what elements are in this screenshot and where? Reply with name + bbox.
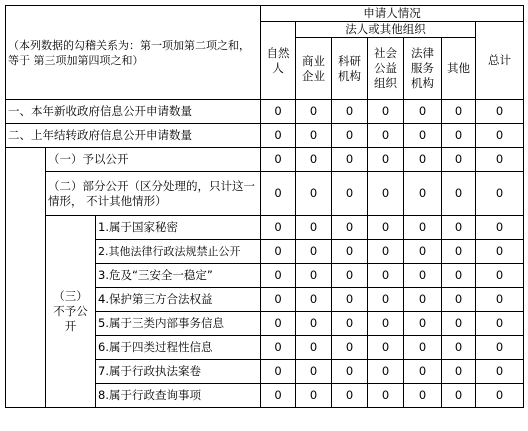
cell-value: 0: [296, 148, 332, 172]
cell-value: 0: [296, 384, 332, 408]
cell-value: 0: [296, 100, 332, 124]
col-legal-service: 法律服务机构: [404, 38, 442, 100]
cell-value: 0: [476, 148, 524, 172]
header-row-1: [6, 6, 524, 22]
cell-value: 0: [442, 384, 476, 408]
cell-value: 0: [476, 336, 524, 360]
row-label: 2.其他法律行政法规禁止公开: [96, 240, 261, 264]
cell-value: 0: [296, 240, 332, 264]
cell-value: 0: [404, 172, 442, 216]
cell-value: 0: [368, 124, 404, 148]
cell-value: 0: [404, 288, 442, 312]
cell-value: 0: [261, 384, 296, 408]
row-label: 4.保护第三方合法权益: [96, 288, 261, 312]
cell-value: 0: [261, 100, 296, 124]
cell-value: 0: [476, 312, 524, 336]
cell-value: 0: [332, 148, 368, 172]
cell-value: 0: [332, 360, 368, 384]
info-disclosure-table: [5, 5, 524, 408]
cell-value: 0: [442, 264, 476, 288]
row-label: （一）予以公开: [46, 148, 261, 172]
cell-value: 0: [368, 288, 404, 312]
cell-value: 0: [296, 336, 332, 360]
cell-value: 0: [261, 172, 296, 216]
relationship-note: （本列数据的勾稽关系为：第一项加第二项之和，等于 第三项加第四项之和）: [6, 6, 261, 100]
cell-value: 0: [296, 264, 332, 288]
cell-value: 0: [332, 264, 368, 288]
cell-value: 0: [442, 288, 476, 312]
cell-value: 0: [476, 288, 524, 312]
cell-value: 0: [442, 148, 476, 172]
indent-cell: [6, 148, 46, 408]
cell-value: 0: [332, 336, 368, 360]
cell-value: 0: [332, 384, 368, 408]
cell-value: 0: [476, 384, 524, 408]
row-label: 3.危及“三安全一稳定”: [96, 264, 261, 288]
cell-value: 0: [261, 264, 296, 288]
cell-value: 0: [404, 312, 442, 336]
col-research: 科研机构: [332, 38, 368, 100]
cell-value: 0: [332, 100, 368, 124]
cell-value: 0: [404, 240, 442, 264]
cell-value: 0: [368, 384, 404, 408]
cell-value: 0: [442, 216, 476, 240]
table-row: [6, 216, 524, 240]
cell-value: 0: [442, 172, 476, 216]
cell-value: 0: [476, 216, 524, 240]
cell-value: 0: [442, 240, 476, 264]
col-other: 其他: [442, 38, 476, 100]
cell-value: 0: [261, 336, 296, 360]
cell-value: 0: [368, 172, 404, 216]
col-commercial: 商业企业: [296, 38, 332, 100]
cell-value: 0: [442, 312, 476, 336]
not-disclosed-group-label: （三）不予公开: [46, 216, 96, 408]
cell-value: 0: [261, 240, 296, 264]
cell-value: 0: [296, 124, 332, 148]
applicant-situation-header: 申请人情况: [261, 6, 524, 22]
cell-value: 0: [261, 148, 296, 172]
row-label: （二）部分公开（区分处理的，只计这一情形， 不计其他情形）: [46, 172, 261, 216]
cell-value: 0: [442, 336, 476, 360]
cell-value: 0: [476, 172, 524, 216]
cell-value: 0: [368, 336, 404, 360]
row-label: 二、上年结转政府信息公开申请数量: [6, 124, 261, 148]
cell-value: 0: [332, 288, 368, 312]
cell-value: 0: [476, 124, 524, 148]
row-label: 5.属于三类内部事务信息: [96, 312, 261, 336]
cell-value: 0: [261, 124, 296, 148]
cell-value: 0: [368, 312, 404, 336]
cell-value: 0: [261, 360, 296, 384]
cell-value: 0: [404, 360, 442, 384]
row-label: 一、本年新收政府信息公开申请数量: [6, 100, 261, 124]
row-label: 6.属于四类过程性信息: [96, 336, 261, 360]
cell-value: 0: [442, 360, 476, 384]
cell-value: 0: [296, 312, 332, 336]
cell-value: 0: [296, 172, 332, 216]
col-social-welfare: 社会公益组织: [368, 38, 404, 100]
cell-value: 0: [476, 240, 524, 264]
legal-person-group-header: 法人或其他组织: [296, 22, 476, 38]
cell-value: 0: [442, 124, 476, 148]
table-row: [6, 148, 524, 172]
cell-value: 0: [332, 124, 368, 148]
cell-value: 0: [404, 264, 442, 288]
row-label: 7.属于行政执法案卷: [96, 360, 261, 384]
cell-value: 0: [368, 216, 404, 240]
cell-value: 0: [476, 360, 524, 384]
cell-value: 0: [368, 240, 404, 264]
cell-value: 0: [296, 216, 332, 240]
cell-value: 0: [261, 312, 296, 336]
cell-value: 0: [404, 100, 442, 124]
cell-value: 0: [368, 100, 404, 124]
cell-value: 0: [296, 288, 332, 312]
cell-value: 0: [368, 360, 404, 384]
col-natural-person: 自然人: [261, 22, 296, 100]
cell-value: 0: [404, 124, 442, 148]
cell-value: 0: [332, 216, 368, 240]
cell-value: 0: [332, 240, 368, 264]
cell-value: 0: [476, 264, 524, 288]
col-total: 总计: [476, 22, 524, 100]
cell-value: 0: [332, 312, 368, 336]
cell-value: 0: [404, 216, 442, 240]
row-label: 8.属于行政查询事项: [96, 384, 261, 408]
cell-value: 0: [476, 100, 524, 124]
cell-value: 0: [368, 148, 404, 172]
cell-value: 0: [442, 100, 476, 124]
table-row: [6, 172, 524, 216]
cell-value: 0: [332, 172, 368, 216]
cell-value: 0: [261, 216, 296, 240]
cell-value: 0: [368, 264, 404, 288]
table-row: [6, 100, 524, 124]
cell-value: 0: [404, 384, 442, 408]
cell-value: 0: [404, 148, 442, 172]
cell-value: 0: [296, 360, 332, 384]
row-label: 1.属于国家秘密: [96, 216, 261, 240]
cell-value: 0: [261, 288, 296, 312]
cell-value: 0: [404, 336, 442, 360]
table-row: [6, 124, 524, 148]
